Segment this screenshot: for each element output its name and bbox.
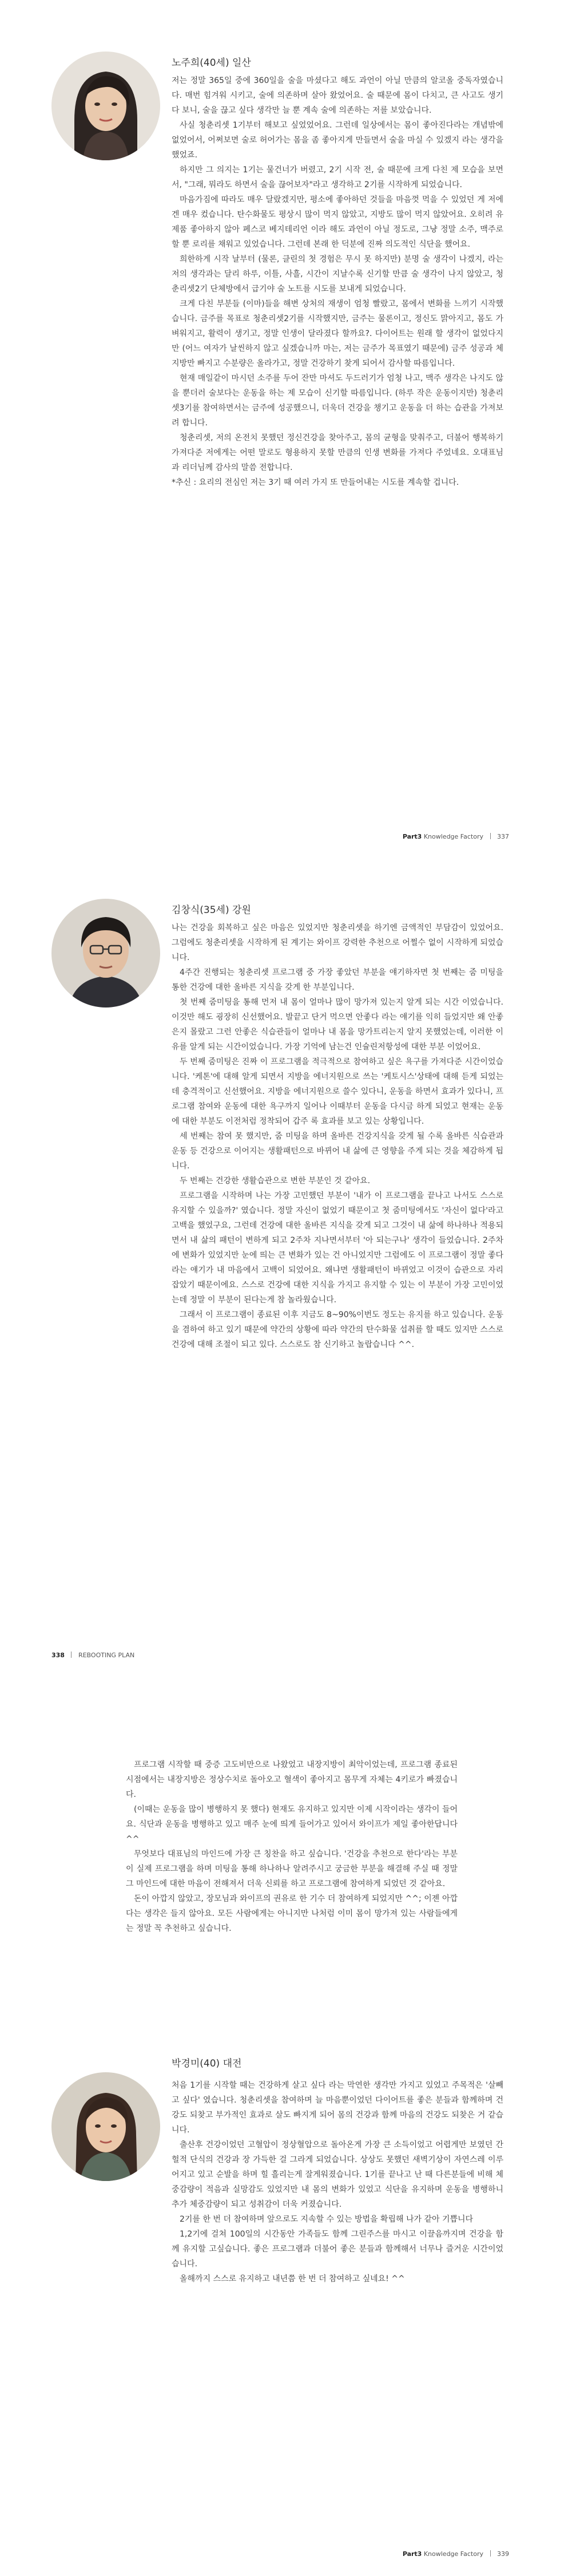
- testimonial-text-3: [172, 2078, 503, 2286]
- paragraph: 올해까지 스스로 유지하고 내년쯤 한 번 더 참여하고 싶네요! ^^: [180, 2274, 405, 2283]
- man-portrait-image: [51, 899, 160, 1008]
- paragraph: 그래서 이 프로그램이 종료된 이후 지금도 8~90%이번도 정도는 유지를 하고 있습니다. 운동을 겸하여 하고 있기 때문에 약간의 상황에 따라 약간의 탄수화물 섭취를 할 때도 있지만 스스로 건강에 대해 조절이 되고 있다. 스스로도 참 신기하고 놀랍습니다 ^^.: [172, 1310, 503, 1349]
- footer-page-number: 338: [51, 1652, 65, 1659]
- paragraph: 청춘리셋, 저의 온전치 못했던 정신건강을 찾아주고, 몸의 균형을 맞춰주고, 더불어 행복하기 가져다준 저에게는 어떤 말로도 형용하지 못할 만큼의 인생 변화를 가져다 주었네요. 오대표님과 리더님께 감사의 말씀 전합니다.: [172, 433, 503, 472]
- footer-title: Knowledge Factory: [423, 2550, 483, 2558]
- paragraph: 무엇보다 대표님의 마인드에 가장 큰 칭찬을 하고 싶습니다. '건강을 추천으로 한다'라는 부분이 실제 프로그램을 하며 미팅을 통해 하나하나 알려주시고 궁금한 부분을 해결해 주실 때 정말 그 마인드에 대한 마음이 전해져서 더욱 신뢰를 하고 프로그램에 참여하게 되었던 것 같아요.: [126, 1850, 458, 1888]
- paragraph: 하지만 그 의지는 1기는 물건너가 버렸고, 2기 시작 전, 술 때문에 크게 다친 제 모습을 보면서, "그래, 뭐라도 하면서 술을 끊어보자"라고 생각하고 2기를 시작하게 되었습니다.: [172, 165, 503, 189]
- testimonial-text-2: [172, 920, 503, 1352]
- paragraph: 저는 정말 365일 중에 360일을 술을 마셨다고 해도 과언이 아닐 만큼의 알코올 중독자였습니다. 매번 힘겨워 시키고, 술에 의존하며 살아 왔었어요. 술 때문에 몸이 다치고, 큰 사고도 생기다 보니, 술을 끊고 싶다 생각만 늘 뿐 계속 술에 의존하는 저를 보았습니다.: [172, 76, 503, 115]
- paragraph: 세 번째는 참여 못 했지만, 줌 미팅을 하며 올바른 건강지식을 갖게 될 수록 올바른 식습관과 운동 등 건강으로 이어지는 생활패턴으로 바뀌어 내 삶에 큰 영향을 주게 되는 것을 체감하게 됩니다.: [172, 1132, 503, 1171]
- page-footer-338: [51, 1652, 134, 1659]
- paragraph: 처음 1기를 시작할 때는 건강하게 살고 싶다 라는 막연한 생각만 가지고 있었고 주목적은 '살빼고 싶다' 였습니다. 청춘리셋을 참여하며 늘 마음뿐이었던 다이어트를 좋은 분들과 함께하며 건강도 되찾고 부가적인 효과로 살도 빠지게 되어 몸의 건강과 함께 마음의 건강도 되찾은 거 같습니다.: [172, 2081, 503, 2135]
- avatar-photo-3: [51, 2072, 160, 2181]
- footer-title: Knowledge Factory: [423, 833, 483, 840]
- testimonial-text-1: [172, 73, 503, 490]
- paragraph: 두 번째는 건강한 생활습관으로 변한 부분인 것 같아요.: [180, 1176, 371, 1186]
- page-footer-339: [403, 2550, 509, 2558]
- person-name-2: 김창식(35세) 강원: [172, 904, 251, 916]
- footer-separator: [490, 2550, 491, 2557]
- person-name-1: 노주희(40세) 일산: [172, 57, 251, 69]
- paragraph: 희한하게 시작 날부터 (물론, 클린의 첫 경험은 무시 못 하지만) 분명 술 생각이 나겠지, 라는 저의 생각과는 달리 하루, 이틀, 사흘, 시간이 지날수록 신기할 만큼 술 생각이 나지 않았고, 청춘리셋2기 단체방에서 급기야 술 노트를 시도를 보내게 되었습니다.: [172, 255, 503, 294]
- footer-separator: [71, 1652, 72, 1658]
- paragraph: 마음가짐에 따라도 매우 달랐겠지만, 평소에 좋아하던 것들을 마음껏 먹을 수 있었던 게 저에겐 매우 컸습니다. 탄수화물도 평상시 많이 먹지 않았고, 지방도 많이 먹지 않았어요. 오히려 유제품 좋아하지 않아 페스코 베지테리언 이라 해도 과언이 아닐 정도로, 그냥 정말 소주, 맥주로 할 뿐 로리를 채워고 있었습니다. 그런데 본래 한 덕분에 진짜 의도적인 식단을 했어요.: [172, 195, 503, 249]
- paragraph: 1,2기에 걸쳐 100일의 시간동안 가족들도 함께 그린주스를 마시고 이끌음까지며 건강을 함께 유지할 고싶습니다. 좋은 프로그램과 더불어 좋은 분들과 함께해서 너무나 즐거운 시간이었습니다.: [172, 2230, 503, 2269]
- footer-separator: [490, 833, 491, 839]
- footer-part: Part3: [402, 2550, 422, 2558]
- paragraph: 출산후 건강이었던 고혈압이 정상혈압으로 돌아온게 가장 큰 소득이었고 어렵게만 보였던 간헐적 단식의 건강과 장 가득한 걸 그라게 되었습니다. 상상도 못했던 새벽기상이 자연스레 이루어지고 있고 순발을 하며 힐 흘리는게 잘게워졌습니다. 1기를 끝나고 난 때 다른분들에 비해 체중감량이 적음과 실망감도 있었지만 내 몸의 변화가 있었고 식단을 유지하며 운동을 병행하니 추가 체중감량이 되고 성취감이 더욱 커졌습니다.: [172, 2140, 503, 2209]
- paragraph: 나는 건강을 회복하고 싶은 마음은 있었지만 청춘리셋을 하기엔 금액적인 부담감이 있었어요. 그럼에도 청춘리셋을 시작하게 된 계기는 와이프 강력한 추천으로 어쩔수 없이 시작하게 되었습니다.: [172, 923, 503, 962]
- footer-page-number: 337: [497, 833, 509, 840]
- woman-portrait-image: [51, 52, 160, 160]
- testimonial-text-2-continued: [126, 1757, 458, 1936]
- paragraph: 두 번째 줌미팅은 진짜 이 프로그램을 적극적으로 참여하고 싶은 욕구를 가져다준 시간이었습니다. '케톤'에 대해 알게 되면서 지방을 에너지원으로 쓰는 '케토시스'상태에 대해 듣게 되었는데 충격적이고 신선했어요. 지방을 에너지원으로 쓸수 있다니, 운동을 하면서 효과가 있다니, 프로그램 참여와 운동에 대한 욕구까지 일어나 이때부터 운동을 다시금 하게 되었고 현재는 운동에 대한 부분도 이전처럼 정착되어 갑주 록 효과를 보고 있는 상황입니다.: [172, 1057, 503, 1126]
- avatar-photo-1: [51, 52, 160, 160]
- paragraph: 돈이 아깝지 않았고, 장모님과 와이프의 권유로 한 기수 더 참여하게 되었지만 ^^; 이젠 아깝다는 생각은 들지 않아요. 모든 사람에게는 아니지만 나처럼 이미 몸이 망가져 있는 사람들에게는 정말 꼭 추천하고 싶습니다.: [126, 1894, 458, 1933]
- paragraph: 첫 번째 줌미팅을 통해 먼저 내 몸이 얼마나 많이 망가져 있는지 알게 되는 시간 이었습니다. 이것만 해도 굉장히 신선했어요. 발끝고 단거 먹으면 안좋다 라는 얘기를 익히 들었지만 왜 안좋은지 몰랐고 그런 안좋은 식습관들이 얼마나 내 몸을 망가트리는지 알지 못했었는데, 이러한 이유를 알게 되는 시간이었습니다. 가장 기억에 남는건 인슐린저항성에 대한 부분 이었어요.: [172, 998, 503, 1052]
- paragraph: 프로그램을 시작하며 나는 가장 고민했던 부분이 '내가 이 프로그램을 끝나고 나서도 스스로 유지할 수 있을까?' 였습니다. 정말 자신이 없었기 때문이고 첫 줌미팅에서도 '자신이 없다'라고 고백을 했었구요, 그런데 건강에 대한 올바른 지식을 갖게 되고 그것이 내 삶에 하나하나 적용되면서 내 삶의 패턴이 변하게 되고 2주차 지나면서부터 '아 되는구나' 생각이 들었습니다. 2주차에 변화가 있었지만 눈에 띄는 큰 변화가 있는 건 아니었지만 그럼에도 이 프로그램이 정말 좋다 라는 얘기가 내 마음에서 고백이 되었어요. 왜냐면 생활패턴이 바뀌었고 이것이 습관으로 자리잡았기 때문이에요. 스스로 건강에 대한 지식을 가지고 유지할 수 있는 이 부분이 가장 고민이었는데 정말 이 부분이 된다는게 참 놀라웠습니다.: [172, 1191, 503, 1305]
- avatar-photo-2: [51, 899, 160, 1008]
- paragraph: *추신 : 요리의 전심인 저는 3기 때 여러 가지 또 만들어내는 시도를 계속할 겁니다.: [172, 478, 459, 487]
- paragraph: (이때는 운동을 많이 병행하지 못 했다) 현재도 유지하고 있지만 이제 시작이라는 생각이 들어요. 식단과 운동을 병행하고 있고 매주 눈에 띄게 들어가고 있어서 와이프가 제일 좋아한답니다^^: [126, 1805, 458, 1844]
- paragraph: 사실 청춘리셋 1기부터 해보고 싶었었어요. 그런데 일상에서는 몸이 좋아진다라는 개념밖에 없었어서, 어쩌보면 술로 허어가는 몸을 좀 좋아지게 만들면서 술을 마실 수 있겠지 라는 생각을 했었죠.: [172, 121, 503, 160]
- footer-page-number: 339: [497, 2550, 509, 2558]
- page-footer-337: [403, 833, 509, 840]
- paragraph: 현재 매일같이 마시던 소주를 두어 잔만 마셔도 두드러기가 엄청 나고, 맥주 생각은 나지도 않을 뿐더러 술보다는 운동을 하는 제 모습이 신기할 따름입니다. (하루 작은 운동이지만) 청춘리셋3기를 참여하면서는 금주에 성공했으니, 더욱더 건강을 챙기고 운동을 더 하는 습관을 가져보려 합니다.: [172, 374, 503, 428]
- footer-title: REBOOTING PLAN: [78, 1652, 135, 1659]
- woman-portrait-image: [51, 2072, 160, 2181]
- paragraph: 2기를 한 번 더 참여하며 앞으로도 지속할 수 있는 방법을 확립해 나가 같아 기쁩니다: [180, 2215, 474, 2224]
- paragraph: 4주간 진행되는 청춘리셋 프로그램 중 가장 좋았던 부분을 얘기하자면 첫 번째는 줌 미팅을 통한 건강에 대한 올바른 지식을 갖게 한 부분입니다.: [172, 968, 503, 992]
- footer-part: Part3: [402, 833, 422, 840]
- person-name-3: 박경미(40) 대전: [172, 2058, 242, 2069]
- paragraph: 크게 다친 부분들 (이마)들을 해변 상처의 재생이 엄청 빨랐고, 몸에서 변화를 느끼기 시작했습니다. 금주를 목표로 청춘리셋2기를 시작했지만, 금주는 물론이고, 정신도 맑아지고, 몸도 가벼워지고, 활력이 생기고, 정말 인생이 달라졌다 할까요?. 다이어트는 원래 할 생각이 없었다지만 (어느 여자가 날씬하지 않고 싶겠습니까 마는, 저는 금주가 목표였기 때문에) 금주 성공과 체지방만 빠지고 수분량은 올라가고, 정말 건강하기 찾게 되어서 감사할 따름입니다.: [172, 299, 503, 368]
- paragraph: 프로그램 시작할 때 중증 고도비만으로 나왔었고 내장지방이 최악이었는데, 프로그램 종료된 시점에서는 내장지방은 정상수치로 돌아오고 혈색이 좋아지고 몸무게 자체는 4키로가 빠졌습니다.: [126, 1760, 458, 1799]
